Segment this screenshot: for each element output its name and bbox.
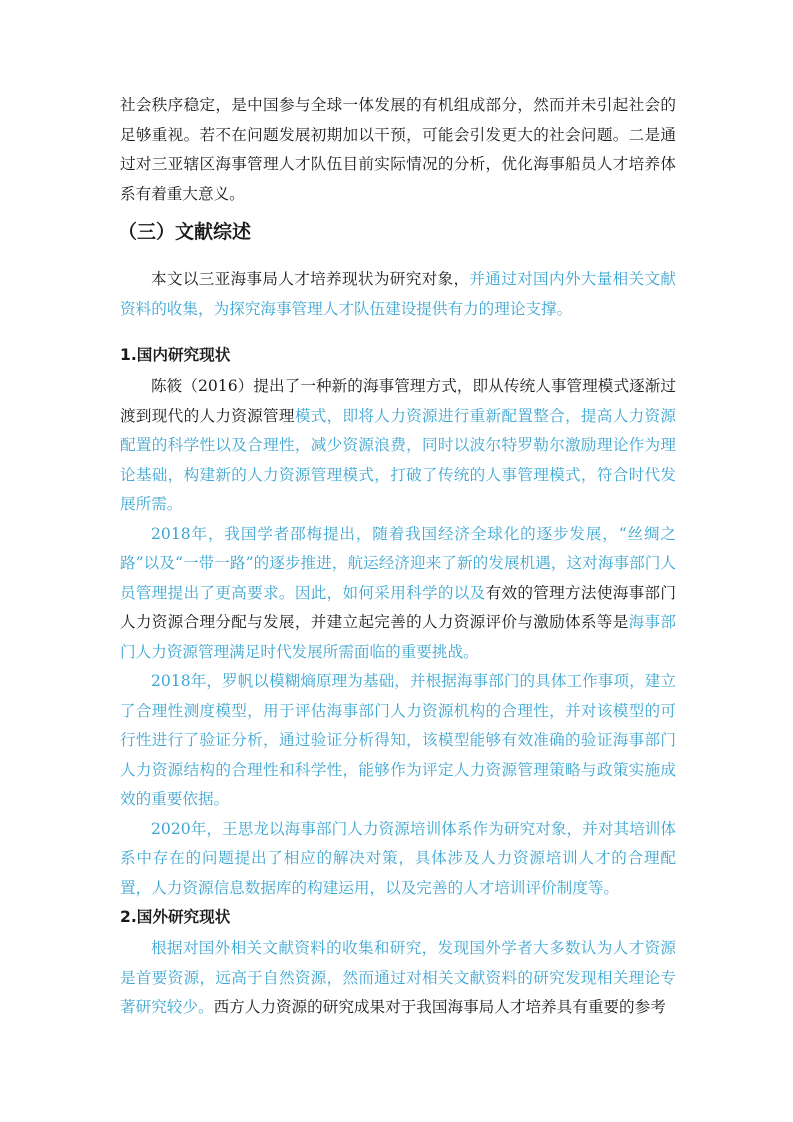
paragraph-shao-text: 有效的管理方法使海事部门人力资源合理分配与发展，并建立起完善的人力资源评价与激励体系等是 [120,583,676,631]
paragraph-shao-highlight-2: 海事部门人力资源管理满足时代发展所需面临的重要挑战。 [120,613,676,661]
subheading-domestic: 1.国内研究现状 [120,346,231,364]
paragraph-shao [120,520,676,668]
paragraph-chen-highlight: 模式，即将人力资源进行重新配置整合，提高人力资源配置的科学性以及合理性，减少资源浪费，同时以波尔特罗勒尔激励理论作为理论基础，构建新的人力资源管理模式，打破了传统的人事管理模式，符合时代发展所需。 [120,406,676,513]
intro-paragraph [120,265,676,324]
paragraph-chen-text: 陈筱（2016）提出了一种新的海事管理方式，即从传统人事管理模式逐渐过渡到现代的人力资源管理 [120,377,676,425]
paragraph-foreign [120,934,676,1023]
page-content [120,91,676,1023]
intro-highlight: 并通过对国内外大量相关文献资料的收集，为探究海事管理人才队伍建设提供有力的理论支撑。 [120,270,676,318]
continued-paragraph: 社会秩序稳定，是中国参与全球一体发展的有机组成部分，然而并未引起社会的足够重视。若不在问题发展初期加以干预，可能会引发更大的社会问题。二是通过对三亚辖区海事管理人才队伍目前实际情况的分析，优化海事船员人才培养体系有着重大意义。 [120,96,676,203]
subheading-foreign: 2.国外研究现状 [120,908,231,926]
paragraph-luo: 2018年，罗帆以模糊熵原理为基础，并根据海事部门的具体工作事项，建立了合理性测度模型，用于评估海事部门人力资源机构的合理性，并对该模型的可行性进行了验证分析，通过验证分析得知，该模型能够有效准确的验证海事部门人力资源结构的合理性和科学性，能够作为评定人力资源管理策略与政策实施成效的重要依据。 [120,672,676,808]
paragraph-foreign-highlight: 根据对国外相关文献资料的收集和研究，发现国外学者大多数认为人才资源是首要资源，远高于自然资源，然而通过对相关文献资料的研究发现相关理论专著研究较少。 [120,939,676,1016]
paragraph-shao-highlight-1: 2018年，我国学者邵梅提出，随着我国经济全球化的逐步发展，“丝绸之路”以及“一带一路”的逐步推进，航运经济迎来了新的发展机遇，这对海事部门人员管理提出了更高要求。因此，如何采用科学的以及 [120,524,676,602]
intro-text: 本文以三亚海事局人才培养现状为研究对象， [151,270,470,288]
section-heading: （三）文献综述 [118,221,252,243]
paragraph-chen [120,372,676,520]
paragraph-wang: 2020年，王思龙以海事部门人力资源培训体系作为研究对象，并对其培训体系中存在的问题提出了相应的解决对策，具体涉及人力资源培训人才的合理配置，人力资源信息数据库的构建运用，以及完善的人才培训评价制度等。 [120,819,676,897]
paragraph-foreign-text: 西方人力资源的研究成果对于我国海事局人才培养具有重要的参考 [213,998,666,1016]
